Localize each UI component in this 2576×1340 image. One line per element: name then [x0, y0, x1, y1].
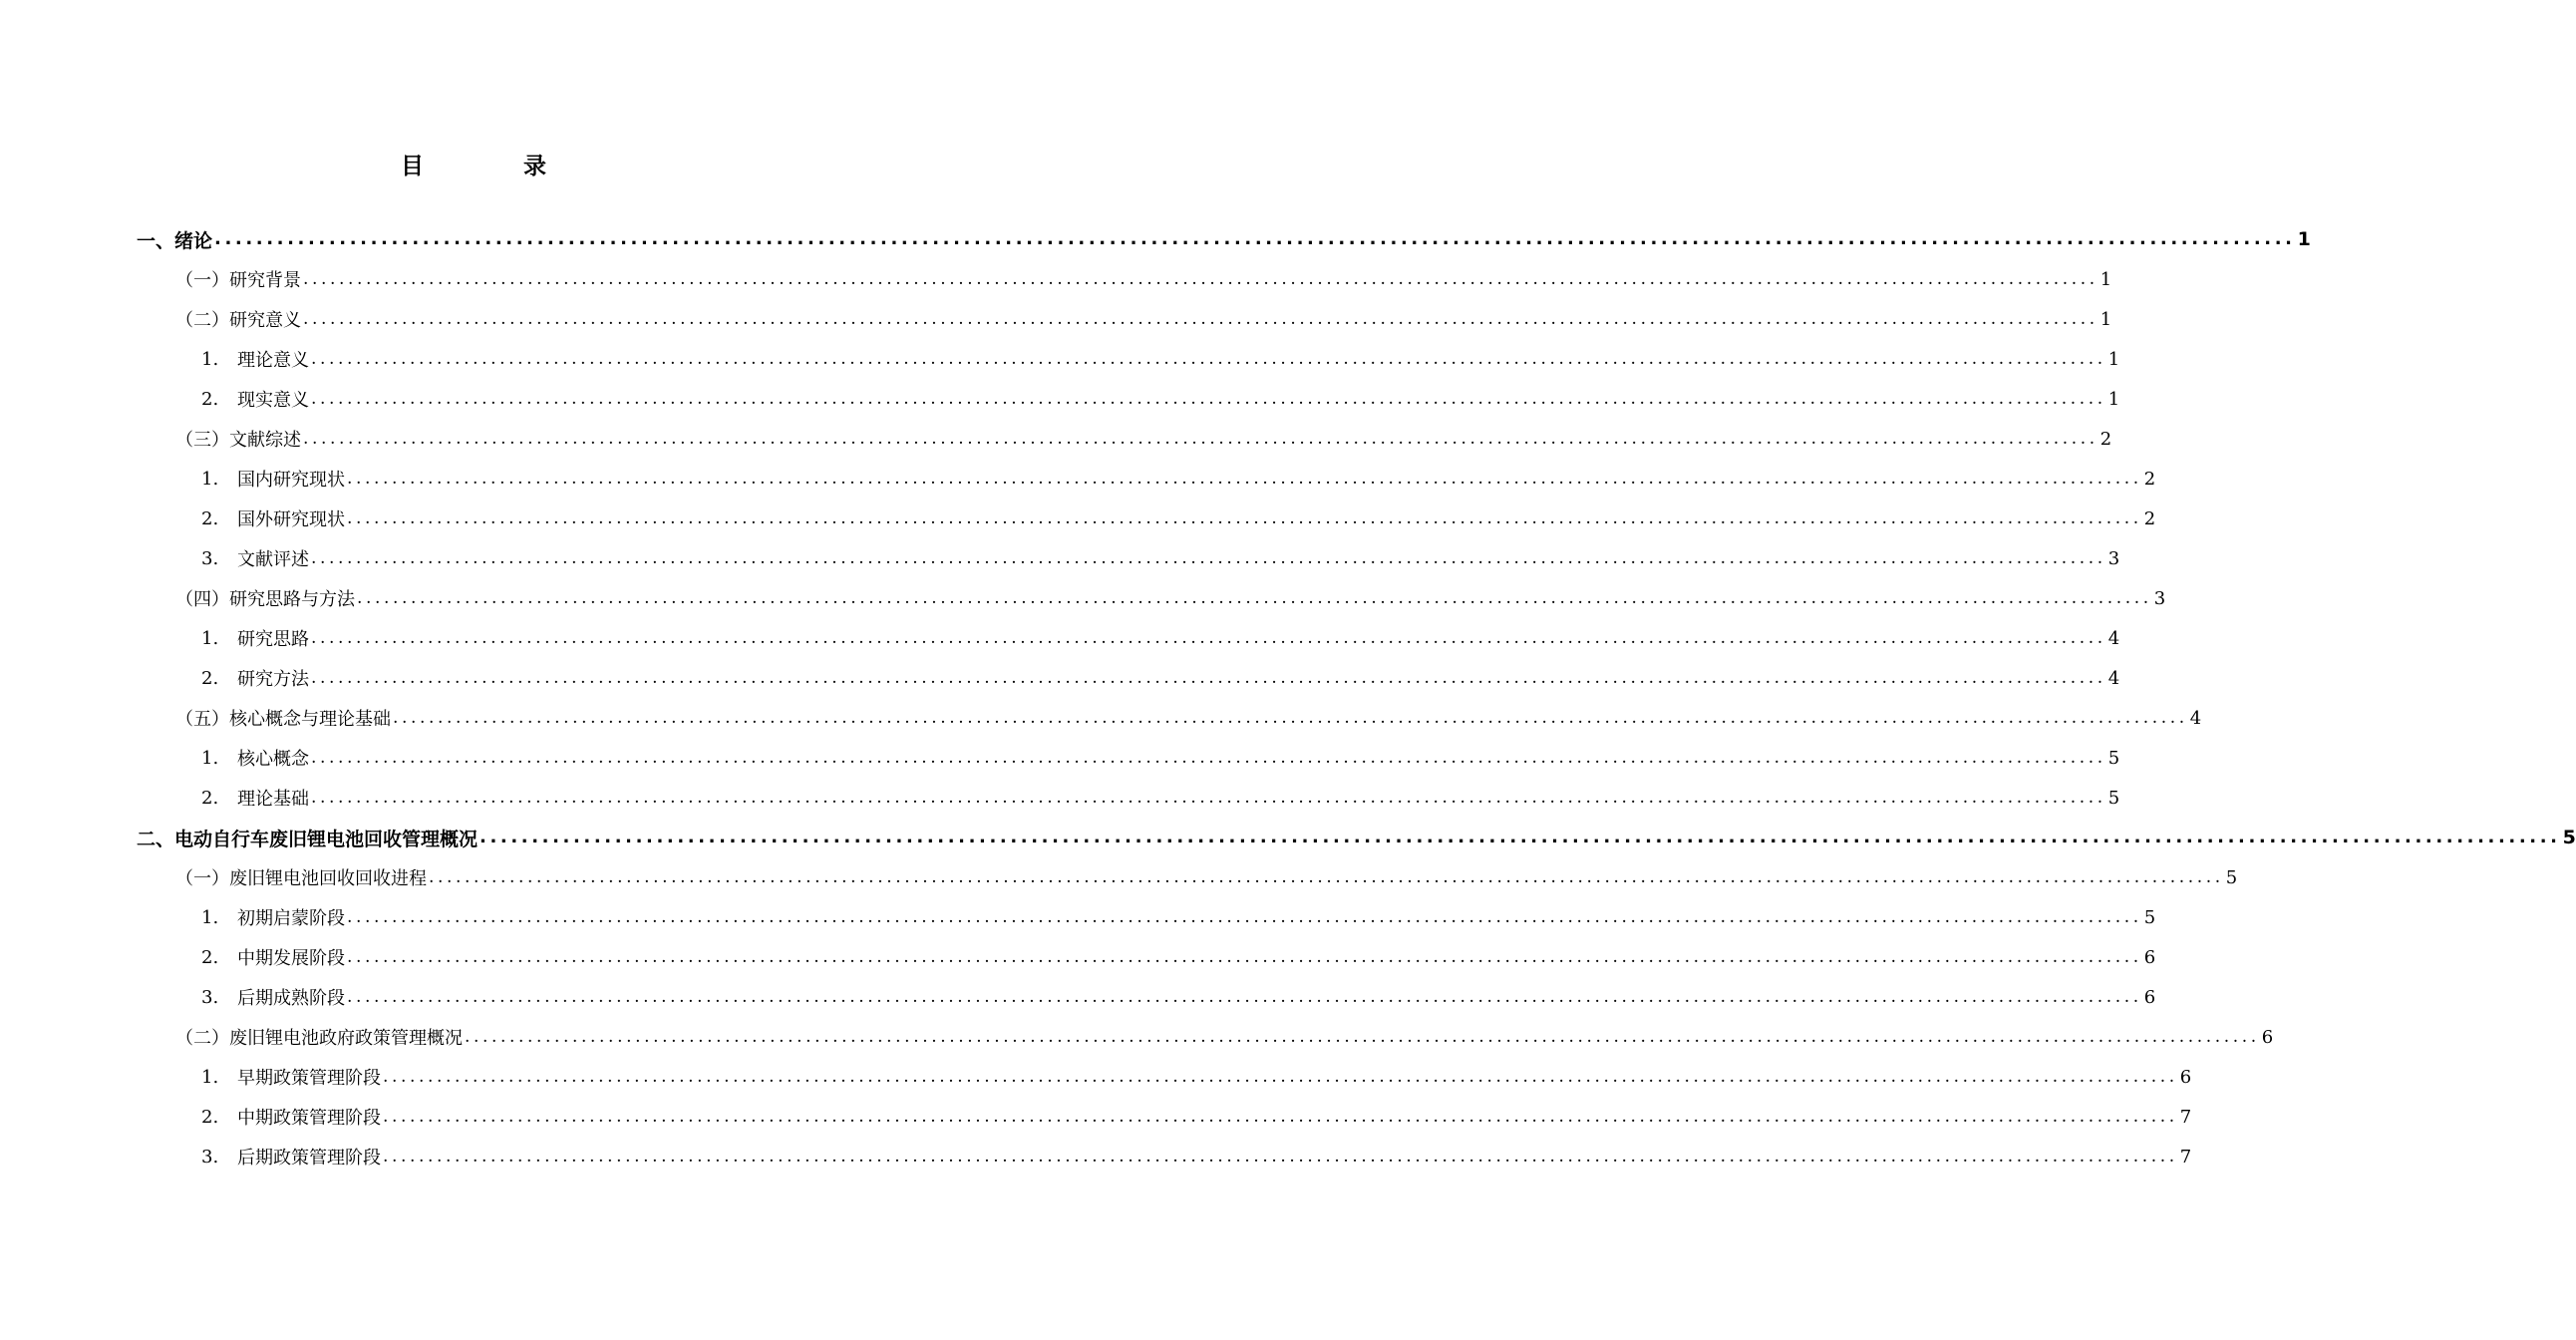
toc-entry-page-number: 5 [2107, 787, 2120, 809]
toc-entry-number: 一、 [137, 229, 175, 252]
toc-entry-title: 国内研究现状 [237, 470, 345, 491]
toc-entry-page-number: 2 [2143, 507, 2156, 529]
toc-entry-page-number: 5 [2562, 827, 2576, 848]
toc-entry-number: 2. [201, 1106, 219, 1128]
toc-entry-title: 中期政策管理阶段 [237, 1108, 381, 1129]
toc-entry[interactable] [175, 698, 2202, 738]
toc-entry-number: 1. [201, 906, 219, 928]
toc-entry-number: 1. [201, 747, 219, 769]
toc-entry-page-number: 1 [2107, 348, 2120, 370]
toc-entry[interactable] [175, 419, 2112, 459]
toc-entry-title: 研究思路 [237, 629, 309, 650]
toc-entry-number: 2. [201, 946, 219, 968]
toc-entry[interactable] [175, 578, 2166, 618]
toc-entry-page-number: 1 [2099, 308, 2112, 330]
title-char-1: 目 [401, 154, 523, 179]
title-char-2: 录 [523, 154, 646, 179]
toc-entry-page-number: 7 [2179, 1146, 2192, 1168]
toc-entry-title: 国外研究现状 [237, 509, 345, 530]
dot-leader: ........................................................................................................................................................................................................ [303, 429, 2098, 449]
toc-entry-title: 早期政策管理阶段 [237, 1068, 381, 1089]
toc-entry-title: 文献综述 [229, 430, 301, 451]
toc-entry-number: （三） [175, 430, 229, 451]
toc-entry-number: （四） [175, 589, 229, 610]
toc-entry-page-number: 5 [2225, 866, 2238, 888]
dot-leader: ........................................................................................................................................................................................................ [383, 1067, 2178, 1087]
toc-entry[interactable] [201, 618, 2120, 658]
toc-entry-number: （一） [175, 270, 229, 291]
toc-entry-page-number: 3 [2107, 547, 2120, 569]
toc-entry[interactable] [137, 219, 2311, 259]
toc-entry-page-number: 6 [2261, 1026, 2274, 1048]
toc-entry-number: 1. [201, 348, 219, 370]
toc-entry-title: 研究方法 [237, 669, 309, 690]
toc-entry[interactable] [201, 1137, 2192, 1176]
toc-entry[interactable] [201, 538, 2120, 578]
dot-leader: ........................................................................................................................................................................................................ [383, 1107, 2178, 1127]
toc-entry-page-number: 3 [2153, 587, 2166, 609]
toc-entry-title: 废旧锂电池政府政策管理概况 [229, 1028, 463, 1049]
dot-leader: ........................................................................................................................................................................................................ [311, 548, 2106, 568]
dot-leader: ........................................................................................................................................................................................................ [480, 827, 2561, 847]
toc-entry[interactable] [201, 499, 2156, 538]
toc-entry[interactable] [175, 299, 2112, 339]
toc-entry-number: 3. [201, 547, 219, 569]
toc-entry-page-number: 6 [2179, 1066, 2192, 1088]
toc-entry-page-number: 1 [2297, 228, 2311, 250]
toc-entry-number: 1. [201, 468, 219, 490]
toc-entry[interactable] [201, 897, 2156, 937]
toc-entry[interactable] [175, 857, 2238, 897]
dot-leader: ........................................................................................................................................................................................................ [311, 668, 2106, 688]
toc-entry-title: 废旧锂电池回收回收进程 [229, 868, 427, 889]
toc-entry-title: 绪论 [174, 229, 213, 252]
toc-entry[interactable] [175, 259, 2112, 299]
toc-entry[interactable] [201, 339, 2120, 379]
toc-entry-page-number: 2 [2143, 468, 2156, 490]
toc-entry-number: 2. [201, 507, 219, 529]
dot-leader: ........................................................................................................................................................................................................ [311, 389, 2106, 409]
toc-entry-title: 后期成熟阶段 [237, 988, 345, 1009]
toc-entry-title: 核心概念 [237, 749, 309, 770]
toc-entry[interactable] [201, 379, 2120, 419]
toc-entry[interactable] [175, 1017, 2274, 1057]
toc-entry-number: 1. [201, 627, 219, 649]
toc-entry[interactable] [201, 977, 2156, 1017]
toc-entry[interactable] [201, 1097, 2192, 1137]
dot-leader: ........................................................................................................................................................................................................ [357, 588, 2152, 608]
toc-entry-page-number: 1 [2099, 268, 2112, 290]
toc-entry[interactable] [201, 738, 2120, 778]
dot-leader: ........................................................................................................................................................................................................ [311, 788, 2106, 808]
toc-entry-title: 电动自行车废旧锂电池回收管理概况 [174, 828, 479, 850]
dot-leader: ........................................................................................................................................................................................................ [465, 1027, 2260, 1047]
toc-entry[interactable] [201, 937, 2156, 977]
toc-entry-number: 二、 [137, 828, 175, 850]
dot-leader: ........................................................................................................................................................................................................ [393, 708, 2188, 728]
dot-leader: ........................................................................................................................................................................................................ [383, 1147, 2178, 1167]
dot-leader: ........................................................................................................................................................................................................ [311, 748, 2106, 768]
dot-leader: ........................................................................................................................................................................................................ [429, 867, 2224, 887]
dot-leader: ........................................................................................................................................................................................................ [347, 947, 2142, 967]
toc-entry-page-number: 5 [2107, 747, 2120, 769]
toc-entry[interactable] [201, 778, 2120, 818]
toc-entry-title: 文献评述 [237, 549, 309, 570]
dot-leader: ........................................................................................................................................................................................................ [214, 228, 2296, 249]
toc-entry-page-number: 7 [2179, 1106, 2192, 1128]
toc-entry[interactable] [201, 459, 2156, 499]
toc-entry-title: 研究背景 [229, 270, 301, 291]
toc-entry-title: 中期发展阶段 [237, 948, 345, 969]
toc-entry-title: 后期政策管理阶段 [237, 1148, 381, 1169]
toc-entry-number: （一） [175, 868, 229, 889]
dot-leader: ........................................................................................................................................................................................................ [303, 309, 2098, 329]
toc-entry-number: 2. [201, 787, 219, 809]
toc-entry-title: 理论基础 [237, 789, 309, 810]
toc-entry-number: 1. [201, 1066, 219, 1088]
dot-leader: ........................................................................................................................................................................................................ [311, 349, 2106, 369]
toc-entry-number: 2. [201, 388, 219, 410]
toc-entry-page-number: 1 [2107, 388, 2120, 410]
page-title [0, 148, 947, 180]
toc-entry-page-number: 6 [2143, 946, 2156, 968]
dot-leader: ........................................................................................................................................................................................................ [303, 269, 2098, 289]
toc-entry-page-number: 2 [2099, 428, 2112, 450]
toc-entry[interactable] [201, 1057, 2192, 1097]
toc-entry-title: 理论意义 [237, 350, 309, 371]
dot-leader: ........................................................................................................................................................................................................ [347, 987, 2142, 1007]
toc-entry-title: 初期启蒙阶段 [237, 908, 345, 929]
toc-entry[interactable] [137, 818, 2576, 857]
toc-entry-page-number: 4 [2107, 627, 2120, 649]
toc-entry-number: 2. [201, 667, 219, 689]
toc-entry-title: 研究思路与方法 [229, 589, 355, 610]
toc-entry-page-number: 4 [2189, 707, 2202, 729]
toc-entry-title: 研究意义 [229, 310, 301, 331]
dot-leader: ........................................................................................................................................................................................................ [347, 469, 2142, 489]
toc-entry-title: 现实意义 [237, 390, 309, 411]
toc-entry-page-number: 4 [2107, 667, 2120, 689]
toc-entry-number: （二） [175, 1028, 229, 1049]
toc-entry-number: （五） [175, 709, 229, 730]
dot-leader: ........................................................................................................................................................................................................ [311, 628, 2106, 648]
toc-entry-number: （二） [175, 310, 229, 331]
toc-entry-page-number: 5 [2143, 906, 2156, 928]
dot-leader: ........................................................................................................................................................................................................ [347, 508, 2142, 528]
toc-entry-number: 3. [201, 1146, 219, 1168]
toc-entry[interactable] [201, 658, 2120, 698]
toc-entry-number: 3. [201, 986, 219, 1008]
toc-entry-page-number: 6 [2143, 986, 2156, 1008]
dot-leader: ........................................................................................................................................................................................................ [347, 907, 2142, 927]
toc-entry-title: 核心概念与理论基础 [229, 709, 391, 730]
